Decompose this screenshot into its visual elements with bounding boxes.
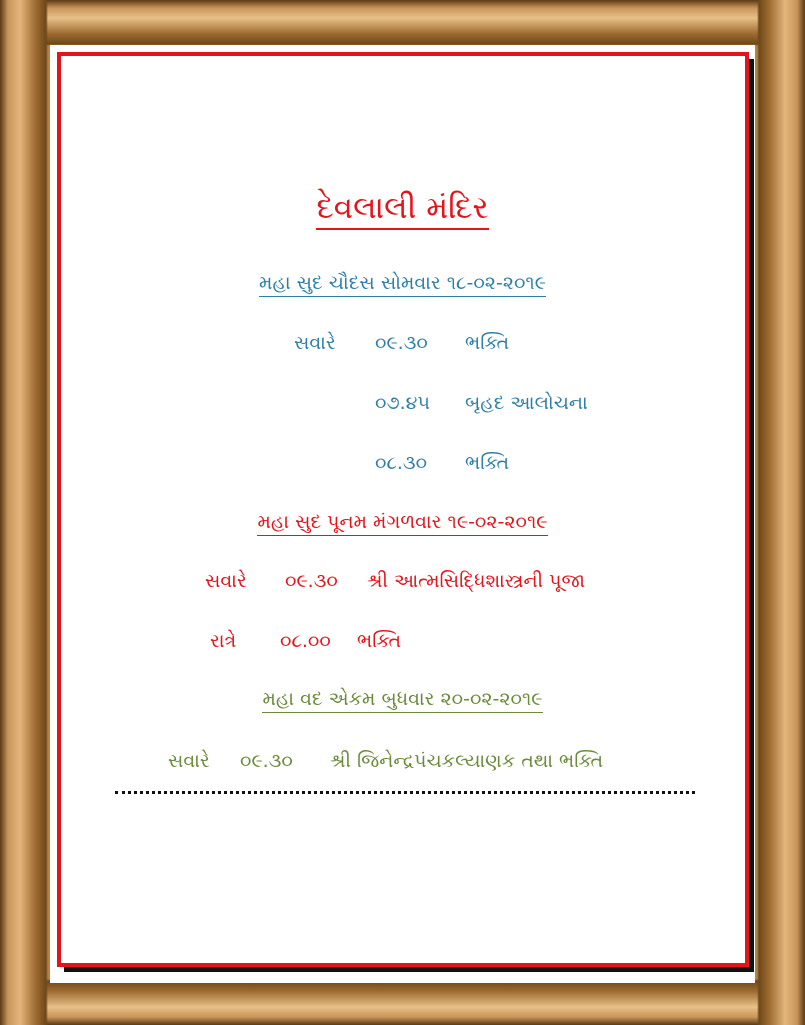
day-1-item-1-when: સવારે	[294, 332, 336, 354]
day-2-item-2-when: રાત્રે	[210, 630, 237, 652]
day-2-item-1-when: સવારે	[205, 570, 247, 592]
dotted-divider	[115, 791, 695, 794]
day-3-item-1-when: સવારે	[168, 750, 210, 772]
day-3-heading: મહા વદ એકમ બુધવાર ૨૦-૦૨-૨૦૧૯	[0, 688, 805, 710]
day-2-item-1-time: ૦૯.૩૦	[285, 570, 338, 592]
day-2-heading: મહા સુદ પૂનમ મંગળવાર ૧૯-૦૨-૨૦૧૯	[0, 511, 805, 533]
day-1-item-3-time: ૦૮.૩૦	[375, 452, 428, 474]
day-1-item-1-event: ભક્તિ	[465, 332, 510, 354]
day-1-heading: મહા સુદ ચૌદસ સોમવાર ૧૮-૦૨-૨૦૧૯	[0, 272, 805, 294]
day-2-item-2-time: ૦૮.૦૦	[280, 630, 331, 652]
day-1-item-2-event: બૃહદ આલોચના	[465, 392, 588, 414]
day-2-item-1-event: શ્રી આત્મસિદ્ધિશાસ્ત્રની પૂજા	[367, 570, 585, 592]
day-3-item-1-time: ૦૯.૩૦	[240, 750, 293, 772]
day-1-item-2-time: ૦૭.૪૫	[375, 392, 430, 414]
day-1-item-3-event: ભક્તિ	[465, 452, 510, 474]
day-2-item-2-event: ભક્તિ	[357, 630, 402, 652]
day-3-item-1-event: શ્રી જિનેન્દ્રપંચકલ્યાણક તથા ભક્તિ	[330, 750, 604, 772]
day-1-item-1-time: ૦૯.૩૦	[375, 332, 428, 354]
page-title: દેવલાલી મંદિર	[0, 190, 805, 227]
